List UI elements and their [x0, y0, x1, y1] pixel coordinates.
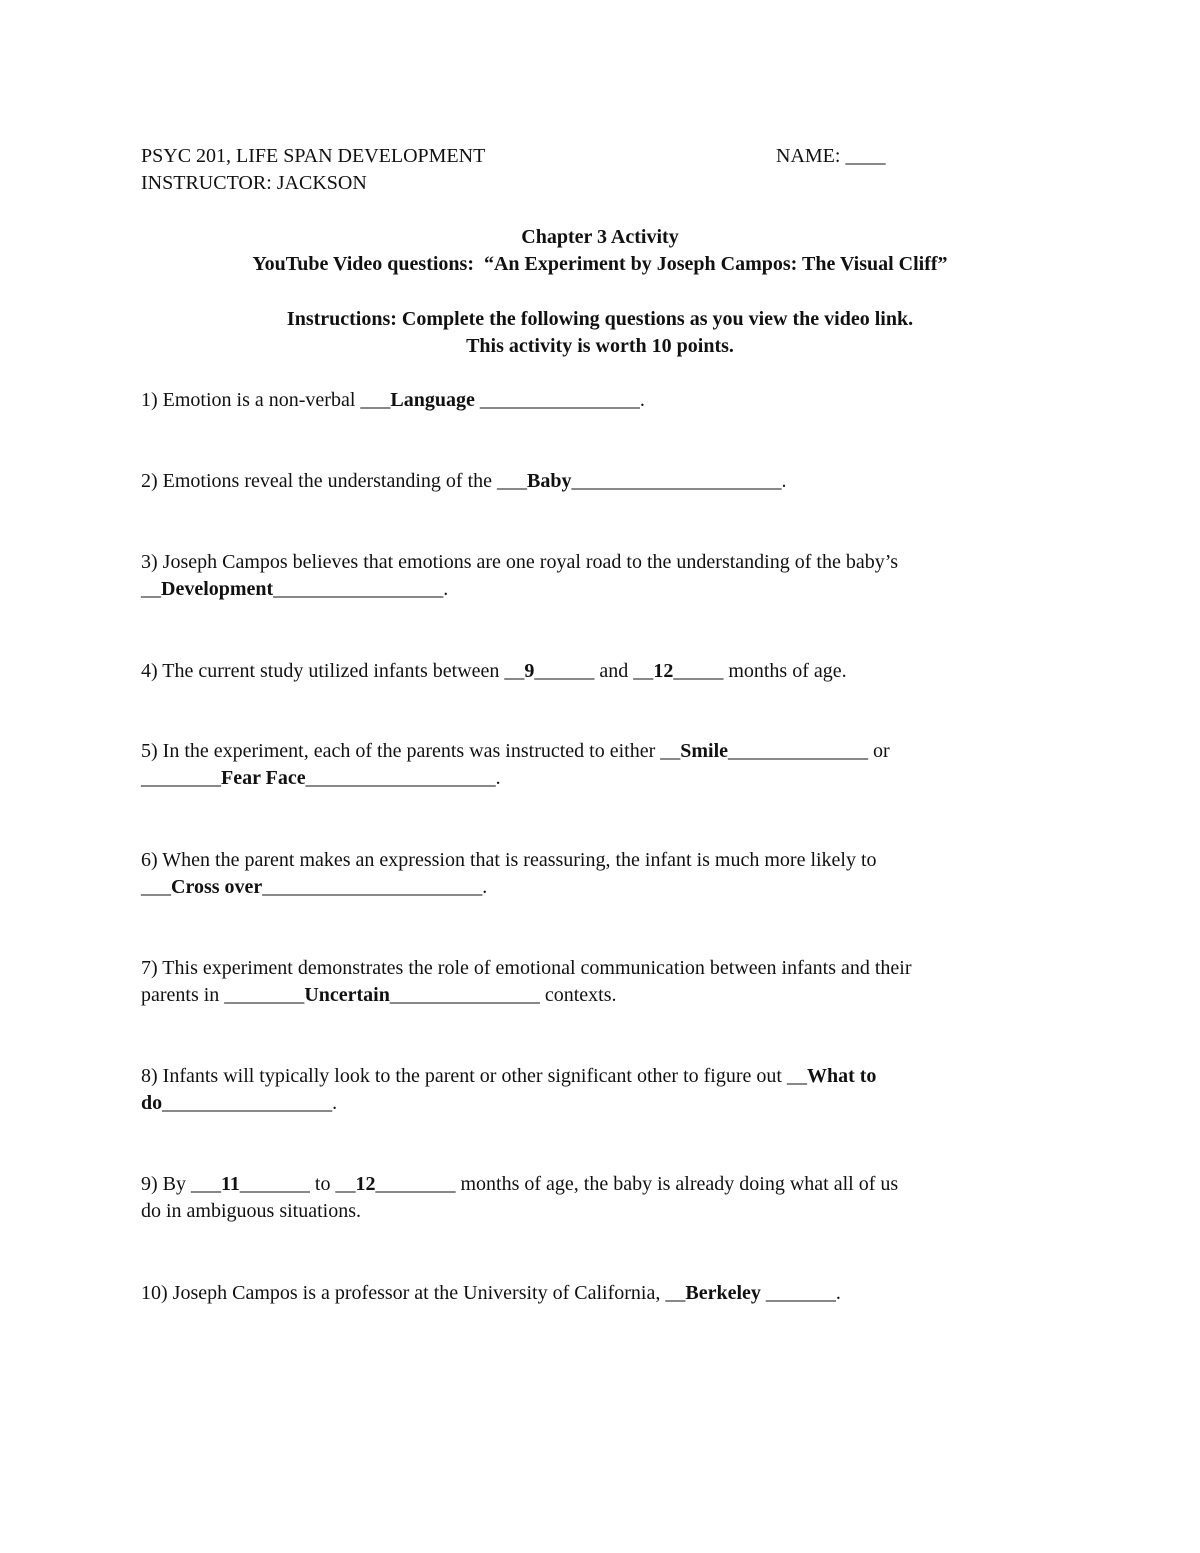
question-5-answer-2: Fear Face [221, 767, 306, 789]
question-6-answer: Cross over [171, 876, 263, 898]
question-1-text: 1) Emotion is a non-verbal ___ [141, 389, 391, 411]
question-3-line-1: 3) Joseph Campos believes that emotions are one royal road to the understanding of the baby’s [141, 551, 899, 573]
question-10-answer: Berkeley [685, 1282, 761, 1304]
question-5-line-2 [141, 765, 501, 792]
question-8-line-1 [141, 1063, 876, 1090]
question-9-mid: _______ to __ [239, 1173, 356, 1195]
question-10-text: 10) Joseph Campos is a professor at the University of California, __ [141, 1282, 686, 1304]
instructions-line-2: This activity is worth 10 points. [466, 335, 734, 357]
question-3-tail: _________________. [273, 578, 449, 600]
video-title-line [0, 251, 1200, 278]
name-field: NAME: ____ [776, 145, 886, 167]
question-7-line-1: 7) This experiment demonstrates the role of emotional communication between infants and their [141, 957, 912, 979]
video-prefix: YouTube Video questions: [252, 253, 474, 275]
question-6-lead: ___ [141, 876, 171, 898]
question-7-answer: Uncertain [304, 984, 390, 1006]
question-9-text: 9) By ___ [141, 1173, 221, 1195]
question-9-answer-1: 11 [221, 1173, 240, 1195]
question-9-line-1 [141, 1171, 898, 1198]
question-2 [141, 468, 786, 495]
video-title: “An Experiment by Joseph Campos: The Visual Cliff” [483, 253, 948, 275]
question-5-lead: ________ [141, 767, 221, 789]
question-2-tail: _____________________. [571, 470, 787, 492]
question-2-text: 2) Emotions reveal the understanding of the ___ [141, 470, 528, 492]
question-2-answer: Baby [527, 470, 572, 492]
course-title: PSYC 201, LIFE SPAN DEVELOPMENT [141, 145, 486, 167]
question-1 [141, 387, 645, 414]
question-8-text: 8) Infants will typically look to the parent or other significant other to figure out __ [141, 1065, 807, 1087]
question-5-mid: ______________ or [728, 740, 890, 762]
question-4-answer-2: 12 [653, 660, 674, 682]
question-4-answer-1: 9 [524, 660, 535, 682]
question-10 [141, 1280, 841, 1307]
question-7-tail: _______________ contexts. [389, 984, 617, 1006]
question-3-line-2 [141, 576, 448, 603]
instructions-line-1: Instructions: Complete the following questions as you view the video link. [286, 308, 914, 330]
question-8-answer-part-2: do [141, 1092, 163, 1114]
question-3-lead: __ [141, 578, 161, 600]
question-9-line-2: do in ambiguous situations. [141, 1200, 361, 1222]
question-1-tail: ________________. [474, 389, 645, 411]
question-1-answer: Language [390, 389, 475, 411]
question-8-answer-part-1: What to [806, 1065, 877, 1087]
instructor-line: INSTRUCTOR: JACKSON [141, 172, 367, 194]
question-5-line-1 [141, 738, 890, 765]
question-6-tail: ______________________. [262, 876, 488, 898]
question-9-answer-2: 12 [355, 1173, 376, 1195]
question-5-answer-1: Smile [680, 740, 729, 762]
question-9-tail: ________ months of age, the baby is already doing what all of us [375, 1173, 899, 1195]
question-7-lead: parents in ________ [141, 984, 305, 1006]
question-4-mid: ______ and __ [534, 660, 654, 682]
question-5-text: 5) In the experiment, each of the parents was instructed to either __ [141, 740, 681, 762]
question-3-answer: Development [161, 578, 274, 600]
question-10-tail: _______. [760, 1282, 841, 1304]
question-8-tail: _________________. [162, 1092, 338, 1114]
question-4-tail: _____ months of age. [673, 660, 847, 682]
question-6-line-1: 6) When the parent makes an expression that is reassuring, the infant is much more likely to [141, 849, 877, 871]
question-5-tail: ___________________. [305, 767, 501, 789]
question-4 [141, 658, 847, 685]
question-8-line-2 [141, 1090, 337, 1117]
question-6-line-2 [141, 874, 487, 901]
question-4-text: 4) The current study utilized infants between __ [141, 660, 525, 682]
question-7-line-2 [141, 982, 617, 1009]
chapter-title: Chapter 3 Activity [521, 226, 679, 248]
